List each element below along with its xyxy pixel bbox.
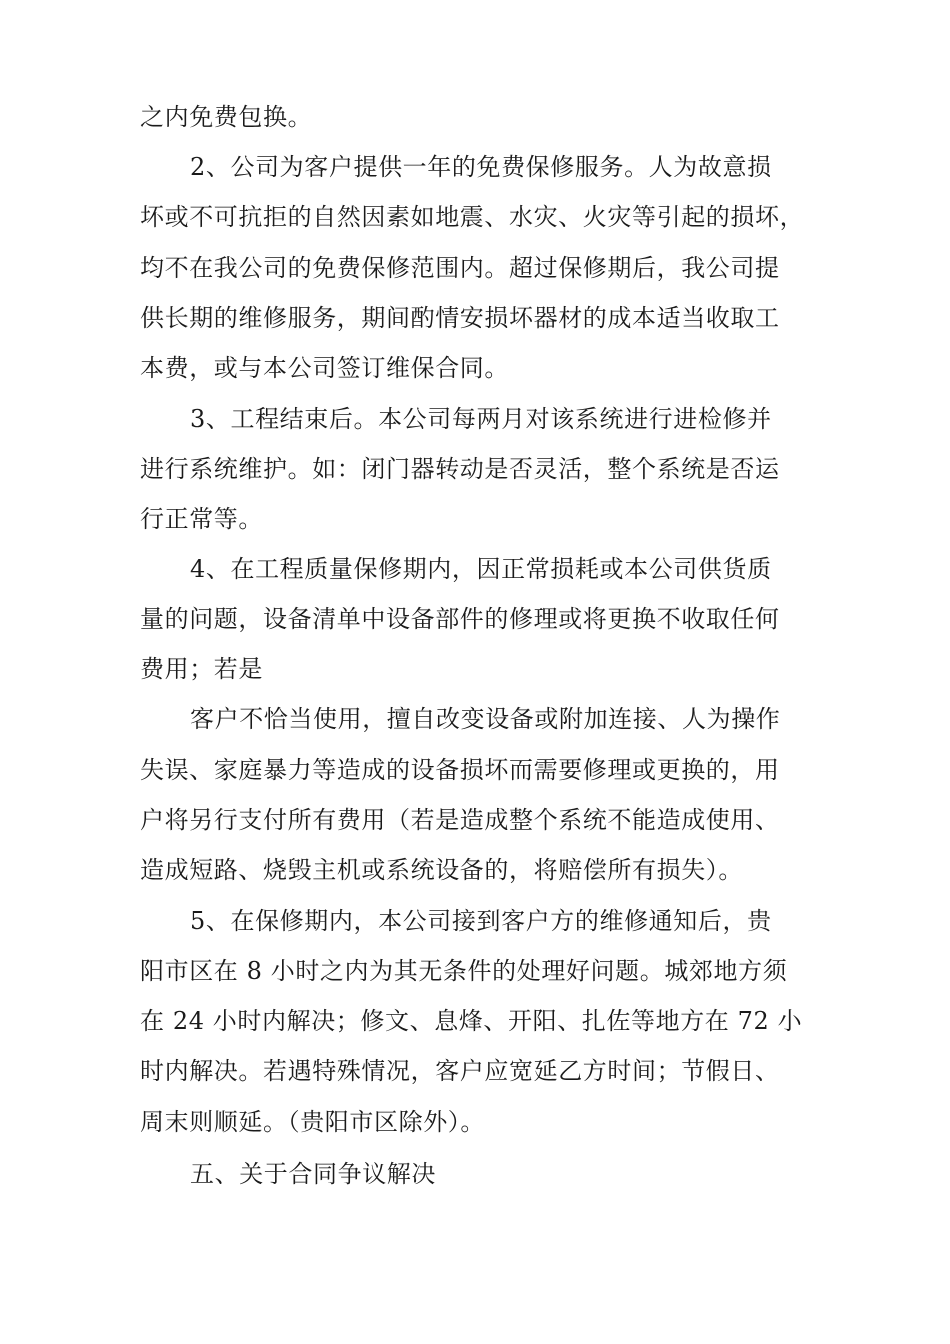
text-line: 供长期的维修服务，期间酌情安损坏器材的成本适当收取工 [140, 304, 780, 332]
text-line: 费用；若是 [140, 655, 263, 683]
text-line: 3、工程结束后。本公司每两月对该系统进行进检修并 [190, 405, 772, 433]
section-heading: 五、关于合同争议解决 [190, 1160, 436, 1188]
text-line: 户将另行支付所有费用（若是造成整个系统不能造成使用、 [140, 806, 780, 834]
text-line: 均不在我公司的免费保修范围内。超过保修期后，我公司提 [140, 254, 780, 282]
text-line: 行正常等。 [140, 505, 263, 533]
text-line: 坏或不可抗拒的自然因素如地震、水灾、火灾等引起的损坏， [140, 203, 805, 231]
text-line: 阳市区在 8 小时之内为其无条件的处理好问题。城郊地方须 [140, 957, 788, 985]
text-line: 时内解决。若遇特殊情况，客户应宽延乙方时间；节假日、 [140, 1057, 780, 1085]
text-line: 量的问题，设备清单中设备部件的修理或将更换不收取任何 [140, 605, 780, 633]
text-line: 客户不恰当使用，擅自改变设备或附加连接、人为操作 [190, 705, 781, 733]
text-line: 造成短路、烧毁主机或系统设备的，将赔偿所有损失）。 [140, 856, 743, 884]
text-line: 之内免费包换。 [140, 103, 313, 131]
text-line: 失误、家庭暴力等造成的设备损坏而需要修理或更换的，用 [140, 756, 780, 784]
text-line: 4、在工程质量保修期内，因正常损耗或本公司供货质 [190, 555, 772, 583]
text-line: 在 24 小时内解决；修文、息烽、开阳、扎佐等地方在 72 小 [140, 1007, 803, 1035]
text-line: 5、在保修期内，本公司接到客户方的维修通知后，贵 [190, 907, 772, 935]
text-line: 本费，或与本公司签订维保合同。 [140, 354, 509, 382]
text-line: 进行系统维护。如：闭门器转动是否灵活，整个系统是否运 [140, 455, 780, 483]
text-line: 周末则顺延。（贵阳市区除外）。 [140, 1108, 485, 1136]
text-line: 2、公司为客户提供一年的免费保修服务。人为故意损 [190, 153, 772, 181]
